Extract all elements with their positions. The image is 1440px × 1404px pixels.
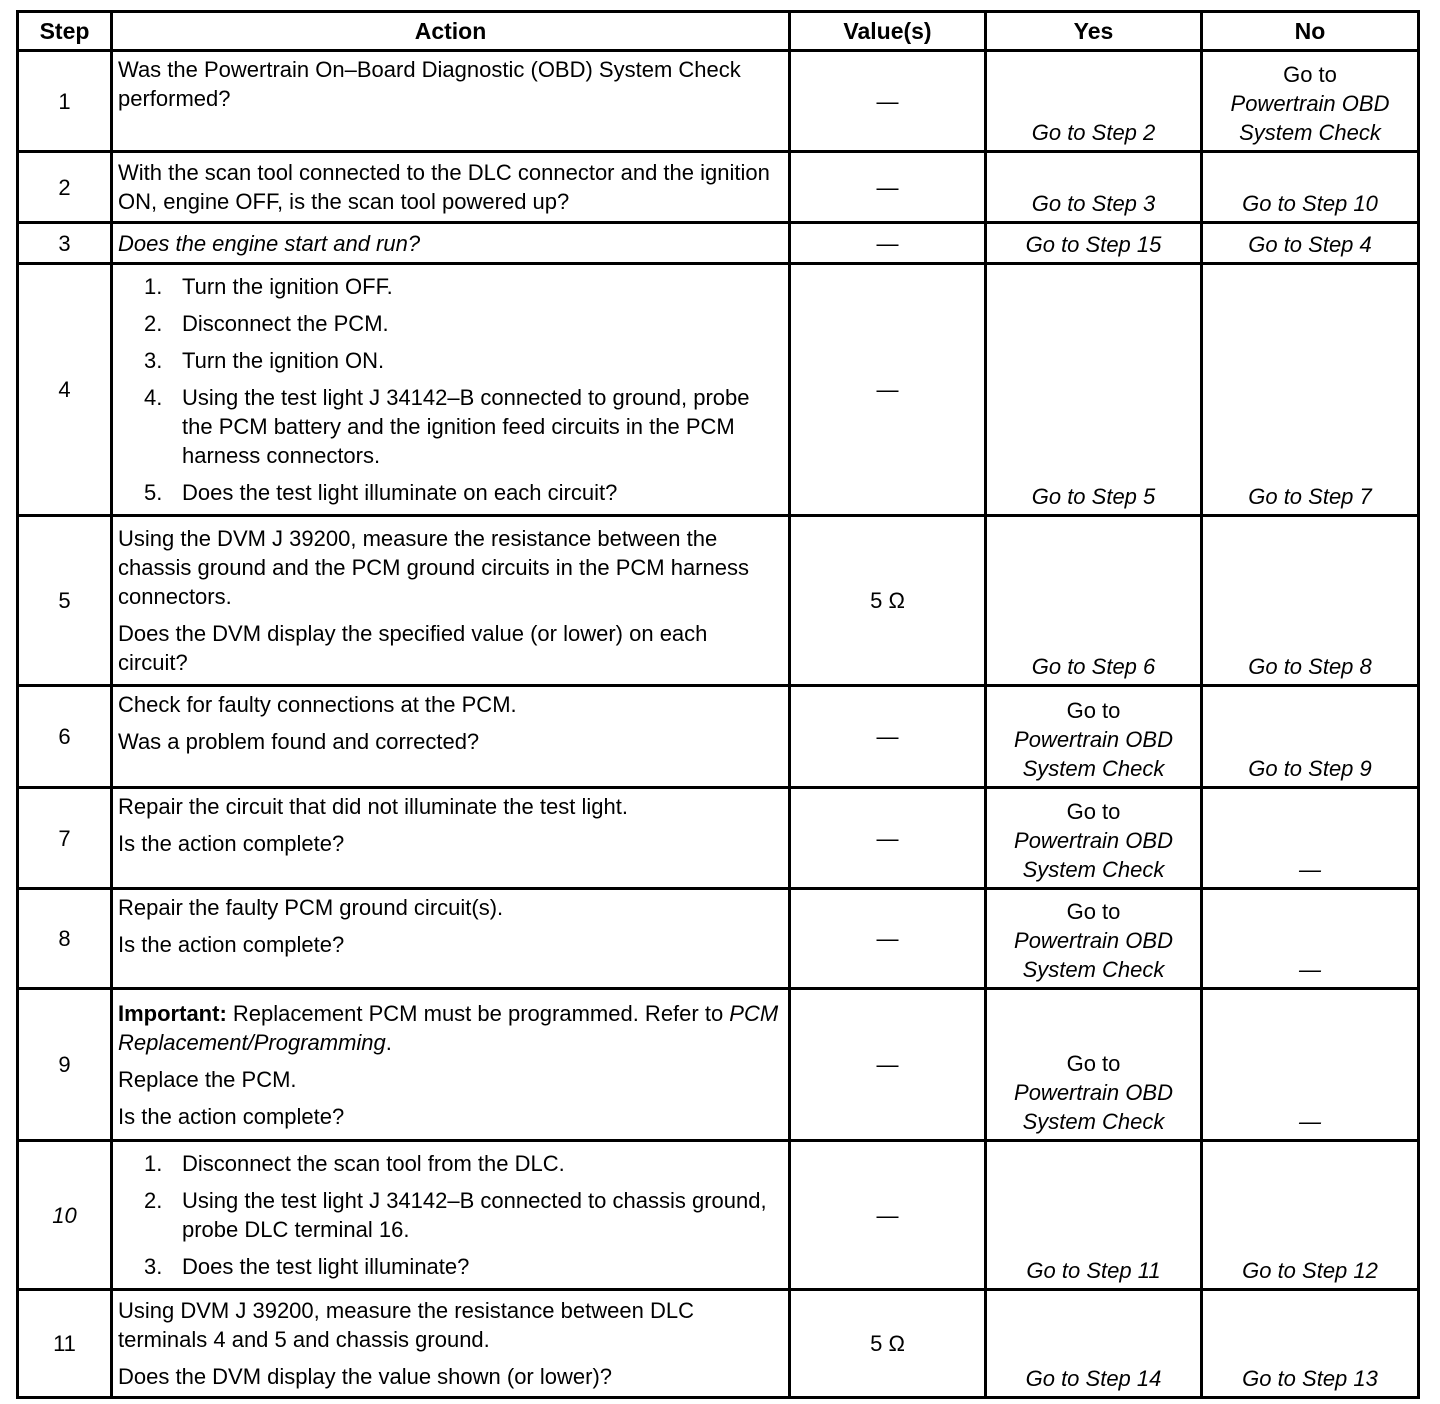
step-number: 4 xyxy=(18,264,112,516)
action-text: Replace the PCM. xyxy=(118,1066,297,1092)
step-number: 1 xyxy=(18,51,112,152)
obd-link-line2: System Check xyxy=(1022,957,1165,983)
list-text: Using the test light J 34142–B connected to ground, probe the PCM battery and the ignition feed circuits in the PCM harness connectors. xyxy=(182,385,750,469)
action-text: Is the action complete? xyxy=(118,932,345,958)
table-row xyxy=(18,1290,1419,1398)
yes-cell: Go to Step 3 xyxy=(986,152,1202,223)
action-text: Does the DVM display the specified value (or lower) on each circuit? xyxy=(118,621,708,676)
header-step: Step xyxy=(18,12,112,51)
replacement-reference: PCM Replacement/Programming xyxy=(118,1000,779,1055)
step-number: 3 xyxy=(18,223,112,264)
step-number: 5 xyxy=(18,516,112,686)
table-row xyxy=(18,264,1419,516)
action-text: Does the engine start and run? xyxy=(118,230,421,256)
no-cell: Go to Step 10 xyxy=(1202,152,1419,223)
table-row xyxy=(18,223,1419,264)
yes-cell: Go to Step 15 xyxy=(986,223,1202,264)
header-values: Value(s) xyxy=(790,12,986,51)
list-text: Does the test light illuminate? xyxy=(182,1254,470,1280)
obd-link-line2: System Check xyxy=(1239,120,1381,146)
no-cell: Go to Step 8 xyxy=(1202,516,1419,686)
value-cell: — xyxy=(790,788,986,889)
list-number: 3. xyxy=(144,1254,163,1280)
yes-cell: Go to Step 6 xyxy=(986,516,1202,686)
list-item xyxy=(118,346,783,375)
no-cell: Go to Step 9 xyxy=(1202,686,1419,788)
action-text: Is the action complete? xyxy=(118,1103,345,1129)
list-item xyxy=(118,272,783,301)
action-cell xyxy=(112,223,790,264)
table-row xyxy=(18,686,1419,788)
value-cell: — xyxy=(790,51,986,152)
important-note xyxy=(118,999,783,1057)
list-item xyxy=(118,1252,783,1281)
value-cell: — xyxy=(790,223,986,264)
no-cell: — xyxy=(1202,788,1419,889)
action-cell xyxy=(112,1141,790,1290)
obd-link-line1: Powertrain OBD xyxy=(1014,1080,1173,1106)
action-text: Repair the faulty PCM ground circuit(s). xyxy=(118,895,504,921)
step-number: 8 xyxy=(18,889,112,989)
no-cell: — xyxy=(1202,889,1419,989)
action-cell xyxy=(112,51,790,152)
action-text: Is the action complete? xyxy=(118,831,345,857)
no-cell: Go to Step 12 xyxy=(1202,1141,1419,1290)
action-cell xyxy=(112,788,790,889)
goto-text: Go to xyxy=(1066,899,1121,925)
value-cell: — xyxy=(790,686,986,788)
value-cell: — xyxy=(790,989,986,1141)
header-yes: Yes xyxy=(986,12,1202,51)
action-list xyxy=(118,272,783,507)
step-number: 9 xyxy=(18,989,112,1141)
header-action: Action xyxy=(112,12,790,51)
list-number: 4. xyxy=(144,385,163,411)
no-cell: Go to Step 13 xyxy=(1202,1290,1419,1398)
action-cell xyxy=(112,516,790,686)
list-text: Using the test light J 34142–B connected to chassis ground, probe DLC terminal 16. xyxy=(182,1188,767,1243)
diagnostic-table xyxy=(16,10,1420,1399)
step-number: 2 xyxy=(18,152,112,223)
table-row xyxy=(18,989,1419,1141)
action-cell xyxy=(112,152,790,223)
list-number: 1. xyxy=(144,274,163,300)
list-number: 2. xyxy=(144,1188,163,1214)
important-text: Replacement PCM must be programmed. Refer to xyxy=(226,1000,730,1026)
yes-cell: Go to Step 11 xyxy=(986,1141,1202,1290)
obd-link-line2: System Check xyxy=(1022,756,1165,782)
action-text: Using DVM J 39200, measure the resistance between DLC terminals 4 and 5 and chassis ground. xyxy=(118,1298,694,1353)
table-row xyxy=(18,889,1419,989)
header-no: No xyxy=(1202,12,1419,51)
table-row xyxy=(18,51,1419,152)
yes-cell: Go to Step 5 xyxy=(986,264,1202,516)
obd-link-line1: Powertrain OBD xyxy=(1014,928,1173,954)
action-text: Check for faulty connections at the PCM. xyxy=(118,692,517,718)
yes-cell xyxy=(986,989,1202,1141)
action-cell xyxy=(112,1290,790,1398)
list-item xyxy=(118,478,783,507)
value-cell: — xyxy=(790,1141,986,1290)
action-cell xyxy=(112,686,790,788)
action-cell xyxy=(112,264,790,516)
obd-link-line1: Powertrain OBD xyxy=(1014,828,1173,854)
action-text: Was the Powertrain On–Board Diagnostic (OBD) System Check performed? xyxy=(118,57,741,112)
list-text: Turn the ignition ON. xyxy=(182,348,385,374)
action-text: Does the DVM display the value shown (or lower)? xyxy=(118,1364,613,1390)
step-number: 6 xyxy=(18,686,112,788)
list-number: 5. xyxy=(144,480,163,506)
list-number: 1. xyxy=(144,1151,163,1177)
goto-text: Go to xyxy=(1066,1051,1121,1077)
list-text: Disconnect the PCM. xyxy=(182,311,389,337)
obd-link-line2: System Check xyxy=(1022,857,1165,883)
important-end: . xyxy=(385,1029,392,1055)
obd-link-line1: Powertrain OBD xyxy=(1230,91,1390,117)
list-number: 2. xyxy=(144,311,163,337)
list-item xyxy=(118,309,783,338)
value-cell: — xyxy=(790,264,986,516)
yes-cell: Go to Step 2 xyxy=(986,51,1202,152)
goto-text: Go to xyxy=(1066,698,1121,724)
value-cell: — xyxy=(790,152,986,223)
list-text: Does the test light illuminate on each circuit? xyxy=(182,480,618,506)
value-cell: 5 Ω xyxy=(790,516,986,686)
step-number: 10 xyxy=(18,1141,112,1290)
step-number: 11 xyxy=(18,1290,112,1398)
action-text: Repair the circuit that did not illuminate the test light. xyxy=(118,794,628,820)
obd-link-line2: System Check xyxy=(1022,1109,1165,1135)
action-text: With the scan tool connected to the DLC connector and the ignition ON, engine OFF, is the scan tool powered up? xyxy=(118,160,770,215)
table-row xyxy=(18,1141,1419,1290)
yes-cell xyxy=(986,686,1202,788)
list-number: 3. xyxy=(144,348,163,374)
goto-text: Go to xyxy=(1283,62,1337,88)
yes-cell: Go to Step 14 xyxy=(986,1290,1202,1398)
important-label: Important: xyxy=(118,1000,227,1026)
table-row xyxy=(18,516,1419,686)
no-cell: Go to Step 4 xyxy=(1202,223,1419,264)
no-cell: Go to Step 7 xyxy=(1202,264,1419,516)
action-text: Using the DVM J 39200, measure the resistance between the chassis ground and the PCM ground circuits in the PCM harness connectors. xyxy=(118,526,749,610)
step-number: 7 xyxy=(18,788,112,889)
no-cell xyxy=(1202,51,1419,152)
action-cell xyxy=(112,889,790,989)
no-cell: — xyxy=(1202,989,1419,1141)
goto-text: Go to xyxy=(1066,799,1121,825)
action-list xyxy=(118,1149,783,1281)
header-row xyxy=(18,12,1419,51)
list-item xyxy=(118,1186,783,1244)
list-item xyxy=(118,383,783,470)
action-cell xyxy=(112,989,790,1141)
obd-link-line1: Powertrain OBD xyxy=(1014,727,1173,753)
list-text: Turn the ignition OFF. xyxy=(182,274,393,300)
value-cell: — xyxy=(790,889,986,989)
value-cell: 5 Ω xyxy=(790,1290,986,1398)
table-row xyxy=(18,152,1419,223)
yes-cell xyxy=(986,889,1202,989)
list-item xyxy=(118,1149,783,1178)
table-row xyxy=(18,788,1419,889)
yes-cell xyxy=(986,788,1202,889)
action-text: Was a problem found and corrected? xyxy=(118,729,480,755)
list-text: Disconnect the scan tool from the DLC. xyxy=(182,1151,565,1177)
